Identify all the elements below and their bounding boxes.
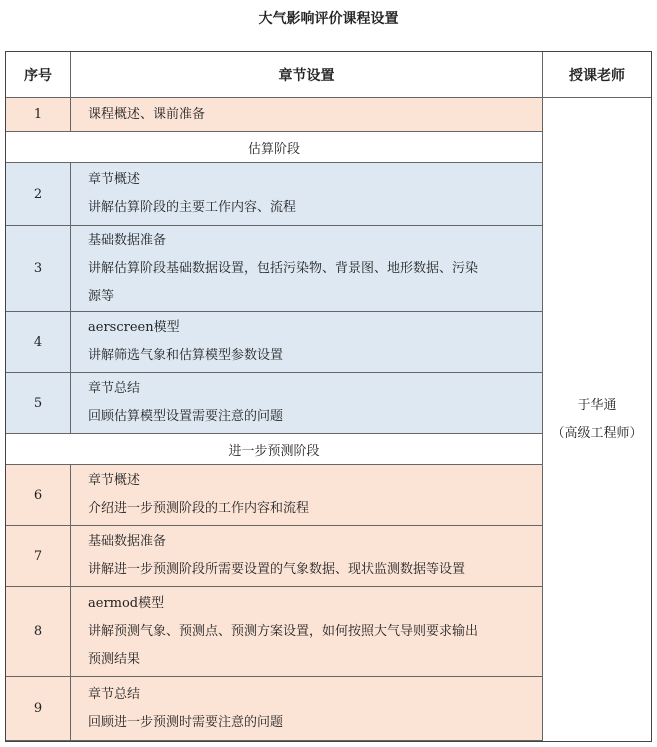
chapter-content [71,587,543,677]
chapter-title: 章节总结 [88,686,141,702]
chapter-content [71,312,543,373]
chapter-content [71,163,543,226]
chapter-title: 基础数据准备 [88,232,167,248]
row-number: 8 [6,587,71,677]
course-table [5,51,652,742]
chapter-content [71,226,543,312]
row-number: 9 [6,677,71,741]
chapter-content [71,98,543,132]
teacher-name: 于华通 [577,397,617,413]
chapter-title: 基础数据准备 [88,534,167,549]
page-title: 大气影响评价课程设置 [258,11,399,27]
row-number: 1 [6,98,71,132]
teacher-cell [543,98,651,741]
chapter-title: 课程概述、课前准备 [88,106,206,122]
chapter-description: 回顾进一步预测时需要注意的问题 [88,714,284,730]
row-number: 7 [6,526,71,587]
row-number: 3 [6,226,71,312]
chapter-title: 章节概述 [88,473,141,488]
chapter-content [71,373,543,434]
chapter-description: 回顾估算模型设置需要注意的问题 [88,409,284,424]
chapter-title: aerscreen模型 [88,320,180,335]
chapter-description: 讲解预测气象、预测点、预测方案设置，如何按照大气导则要求输出 [88,623,479,639]
chapter-description: 源等 [88,288,115,304]
row-number: 5 [6,373,71,434]
chapter-content [71,677,543,741]
chapter-title: 章节概述 [88,172,141,187]
section-header: 估算阶段 [6,132,543,163]
row-number: 2 [6,163,71,226]
chapter-description: 讲解筛选气象和估算模型参数设置 [88,348,284,363]
chapter-content [71,465,543,526]
chapter-description: 讲解估算阶段基础数据设置，包括污染物、背景图、地形数据、污染 [88,260,479,276]
chapter-description: 介绍进一步预测阶段的工作内容和流程 [88,501,310,516]
teacher-title: （高级工程师） [551,425,643,441]
chapter-content [71,526,543,587]
header-teacher: 授课老师 [543,52,651,98]
chapter-title: 章节总结 [88,381,141,396]
chapter-title: aermod模型 [88,595,165,611]
row-number: 4 [6,312,71,373]
row-number: 6 [6,465,71,526]
header-num: 序号 [6,52,71,98]
chapter-description: 预测结果 [88,651,141,667]
chapter-description: 讲解进一步预测阶段所需要设置的气象数据、现状监测数据等设置 [88,562,466,577]
header-chapter: 章节设置 [71,52,543,98]
section-header: 进一步预测阶段 [6,434,543,465]
chapter-description: 讲解估算阶段的主要工作内容、流程 [88,200,297,215]
